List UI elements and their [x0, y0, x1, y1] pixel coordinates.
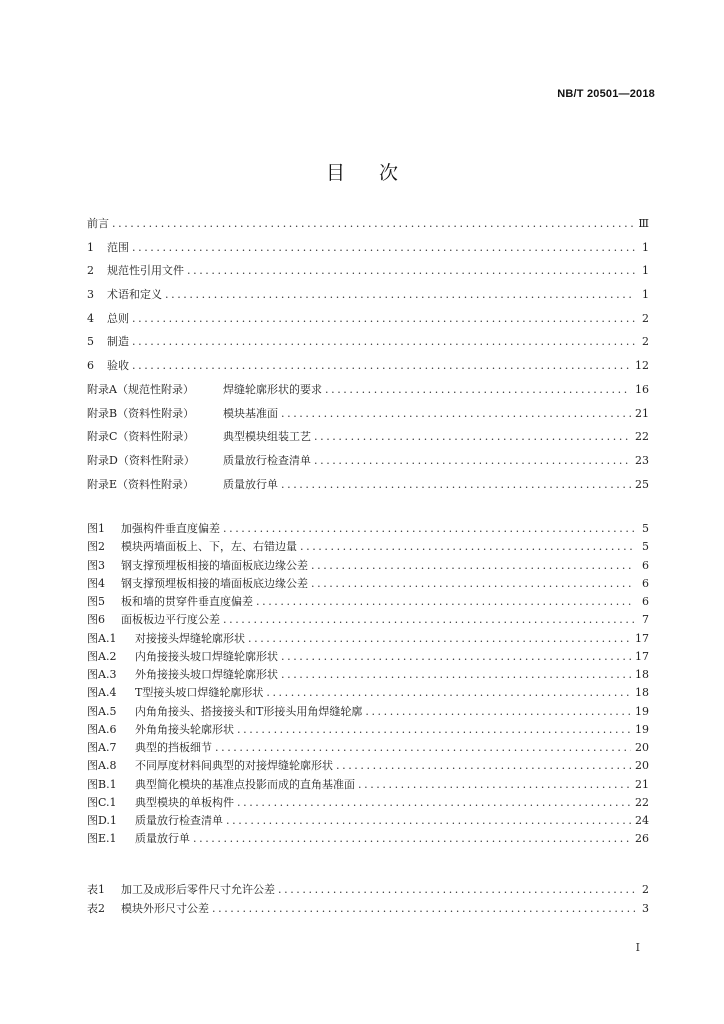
- toc-entry-title: 加工及成形后零件尺寸允许公差: [121, 883, 275, 896]
- toc-leader-dots: [187, 264, 635, 277]
- toc-leader-dots: [281, 478, 631, 491]
- toc-entry-title: 质量放行检查清单: [223, 453, 311, 467]
- toc-entry-page: 16: [635, 382, 649, 396]
- toc-entry[interactable]: [87, 312, 649, 336]
- toc-entry[interactable]: [87, 241, 649, 265]
- toc-entry-label: [87, 814, 226, 827]
- toc-entry-label: [87, 705, 365, 718]
- page-title: 目 次: [325, 162, 413, 184]
- toc-entry-title: 模块两墙面板上、下，左、右错边量: [121, 540, 297, 554]
- toc-entry-label: [87, 577, 311, 590]
- toc-entry-label: [87, 383, 325, 396]
- toc-entry-page: 19: [635, 704, 649, 718]
- toc-leader-dots: [365, 705, 631, 718]
- toc-entry-page: 24: [635, 814, 649, 827]
- toc-entry-page: 1: [642, 240, 649, 254]
- toc-entry[interactable]: [87, 577, 649, 595]
- toc-leader-dots: [132, 335, 635, 348]
- toc-entry-label: [87, 632, 248, 645]
- toc-entry-page: 18: [635, 686, 649, 700]
- toc-leader-dots: [311, 559, 635, 572]
- toc-entry-page: 17: [635, 631, 649, 645]
- toc-figures-section: [87, 522, 649, 851]
- toc-entry-page: 6: [642, 595, 649, 608]
- toc-entry-number: 附录C（资料性附录）: [87, 430, 195, 444]
- toc-entry-number: 图B.1: [87, 777, 117, 791]
- toc-entry[interactable]: [87, 759, 649, 777]
- toc-entry-label: [87, 454, 314, 467]
- toc-leader-dots: [281, 668, 631, 681]
- toc-entry-page: 26: [635, 832, 649, 846]
- toc-entry-page: 1: [642, 288, 649, 302]
- toc-entry-label: [87, 668, 281, 681]
- toc-entry-label: [87, 241, 132, 254]
- toc-leader-dots: [278, 883, 635, 896]
- page-number: I: [635, 941, 640, 954]
- toc-entry-label: [87, 522, 223, 535]
- toc-entry-title: 模块基准面: [223, 406, 278, 420]
- toc-entry-number: 图4: [87, 576, 105, 590]
- toc-entry[interactable]: [87, 902, 649, 921]
- toc-entry[interactable]: [87, 613, 649, 631]
- toc-entry-label: [87, 430, 314, 443]
- standard-number: NB/T 20501—2018: [557, 88, 655, 100]
- toc-entry-title: 内角角接头、搭接接头和T形接头用角焊缝轮廓: [135, 704, 363, 718]
- toc-entry[interactable]: [87, 883, 649, 902]
- toc-entry-title: 典型模块组装工艺: [223, 430, 311, 444]
- toc-entry-number: 4: [87, 311, 94, 325]
- toc-tables-section: [87, 883, 649, 921]
- toc-entry-label: [87, 264, 187, 277]
- toc-entry-page: Ⅲ: [638, 217, 649, 230]
- toc-leader-dots: [325, 383, 631, 396]
- toc-entry[interactable]: [87, 407, 649, 431]
- toc-leader-dots: [281, 650, 631, 663]
- toc-entry-label: [87, 288, 165, 301]
- toc-entry[interactable]: [87, 335, 649, 359]
- toc-entry-label: [87, 595, 256, 608]
- toc-entry-number: 6: [87, 359, 94, 373]
- toc-entry-page: 2: [642, 335, 649, 349]
- toc-leader-dots: [165, 288, 635, 301]
- toc-entry-page: 25: [635, 477, 649, 491]
- toc-entry-title: 焊缝轮廓形状的要求: [223, 382, 322, 396]
- toc-entry-page: 19: [635, 722, 649, 736]
- toc-entry-label: [87, 312, 132, 325]
- toc-entry-number: 图A.2: [87, 649, 117, 663]
- toc-entry-label: [87, 540, 300, 553]
- toc-entry-page: 20: [635, 741, 649, 754]
- toc-entry[interactable]: [87, 478, 649, 502]
- toc-entry-page: 17: [635, 649, 649, 663]
- toc-leader-dots: [358, 778, 631, 791]
- toc-leader-dots: [237, 723, 631, 736]
- toc-entry-page: 18: [635, 668, 649, 681]
- toc-entry-page: 20: [635, 759, 649, 773]
- toc-entry-page: 6: [642, 576, 649, 590]
- toc-entry-page: 21: [635, 777, 649, 791]
- toc-leader-dots: [300, 540, 635, 553]
- toc-leader-dots: [248, 632, 631, 645]
- toc-entry-number: 5: [87, 335, 94, 349]
- toc-entry-label: [87, 335, 132, 348]
- toc-entry-number: 图A.3: [87, 668, 117, 681]
- toc-entry-label: [87, 650, 281, 663]
- toc-entry-number: 1: [87, 240, 94, 254]
- toc-entry-number: 图A.7: [87, 741, 117, 754]
- toc-entry-label: [87, 902, 212, 915]
- toc-entry-number: 图C.1: [87, 795, 117, 809]
- toc-entry-label: [87, 559, 311, 572]
- toc-entry[interactable]: [87, 430, 649, 454]
- toc-entry[interactable]: [87, 540, 649, 558]
- toc-leader-dots: [212, 902, 635, 915]
- toc-entry-number: 表2: [87, 902, 105, 915]
- toc-entry-title: 制造: [107, 335, 129, 349]
- toc-entry[interactable]: [87, 383, 649, 407]
- toc-entry-label: [87, 359, 132, 372]
- toc-entry-title: 质量放行检查清单: [135, 814, 223, 827]
- toc-entry-label: [87, 759, 336, 772]
- toc-entry-title: 质量放行单: [135, 832, 190, 846]
- toc-leader-dots: [112, 217, 634, 230]
- toc-entry-title: 钢支撑预埋板相接的墙面板底边缘公差: [121, 576, 308, 590]
- toc-entry-label: [87, 778, 358, 791]
- toc-entry-page: 1: [642, 264, 649, 278]
- toc-entry-label: [87, 613, 223, 626]
- toc-entry-title: 对接接头焊缝轮廓形状: [135, 631, 245, 645]
- toc-entry-label: [87, 741, 215, 754]
- toc-entry-page: 3: [642, 902, 649, 915]
- toc-entry-title: 外角角接头轮廓形状: [135, 722, 234, 736]
- toc-entry-number: 附录E（资料性附录）: [87, 477, 195, 491]
- toc-entry-number: 图D.1: [87, 814, 117, 827]
- toc-entry-title: 不同厚度材料间典型的对接焊缝轮廓形状: [135, 759, 333, 773]
- toc-entry-title: 外角接接头坡口焊缝轮廓形状: [135, 668, 278, 681]
- toc-entry-title: 加强构件垂直度偏差: [121, 522, 220, 535]
- toc-leader-dots: [314, 430, 631, 443]
- toc-entry-page: 22: [635, 430, 649, 444]
- toc-entry-label: [87, 832, 193, 845]
- toc-entry-number: 图A.1: [87, 631, 117, 645]
- toc-leader-dots: [226, 814, 631, 827]
- toc-entry-page: 5: [642, 522, 649, 535]
- toc-leader-dots: [281, 407, 631, 420]
- toc-leader-dots: [311, 577, 635, 590]
- toc-entry[interactable]: [87, 264, 649, 288]
- toc-entry-number: 图6: [87, 613, 105, 627]
- toc-leader-dots: [215, 741, 631, 754]
- toc-entry[interactable]: [87, 832, 649, 850]
- toc-entry-label: [87, 723, 237, 736]
- toc-entry-number: 附录A（规范性附录）: [87, 382, 194, 396]
- toc-entry-page: 7: [642, 613, 649, 627]
- toc-entry[interactable]: [87, 705, 649, 723]
- toc-entry-label: [87, 686, 266, 699]
- toc-entry-number: 图2: [87, 540, 105, 554]
- toc-entry-number: 图E.1: [87, 832, 117, 846]
- toc-entry[interactable]: [87, 814, 649, 832]
- toc-entry-number: 图A.4: [87, 686, 117, 700]
- toc-leader-dots: [237, 796, 631, 809]
- toc-entry[interactable]: [87, 559, 649, 577]
- toc-entry-label: [87, 796, 237, 809]
- toc-entry-title: 钢支撑预埋板相接的墙面板底边缘公差: [121, 558, 308, 572]
- toc-entry-number: 附录D（资料性附录）: [87, 453, 195, 467]
- toc-entry-page: 12: [635, 359, 649, 373]
- toc-entry[interactable]: [87, 454, 649, 478]
- toc-entry-number: 表1: [87, 883, 105, 896]
- toc-entry[interactable]: [87, 723, 649, 741]
- toc-entry-title: 验收: [107, 359, 129, 373]
- toc-leader-dots: [336, 759, 631, 772]
- toc-leader-dots: [193, 832, 631, 845]
- toc-entry-title: 面板板边平行度公差: [121, 613, 220, 627]
- toc-entry-title: 范围: [107, 240, 129, 254]
- toc-entry-page: 6: [642, 558, 649, 572]
- toc-entry-title: 典型的挡板细节: [135, 741, 212, 754]
- toc-entry-title: 模块外形尺寸公差: [121, 902, 209, 915]
- toc-entry-page: 2: [642, 883, 649, 896]
- toc-entry-page: 5: [642, 540, 649, 554]
- toc-entry[interactable]: [87, 359, 649, 383]
- toc-entry-page: 23: [635, 453, 649, 467]
- toc-entry-label: [87, 217, 112, 230]
- toc-entry-label: [87, 478, 281, 491]
- toc-leader-dots: [256, 595, 635, 608]
- toc-entry-title: 术语和定义: [107, 288, 162, 302]
- toc-entry[interactable]: [87, 778, 649, 796]
- toc-entry-number: 图A.8: [87, 759, 117, 773]
- toc-entry[interactable]: [87, 741, 649, 759]
- toc-leader-dots: [223, 522, 635, 535]
- toc-leader-dots: [132, 241, 635, 254]
- toc-entry-title: 典型简化模块的基准点投影而成的直角基准面: [135, 777, 355, 791]
- toc-entry-label: [87, 407, 281, 420]
- toc-entry-title: 规范性引用文件: [107, 264, 184, 278]
- toc-entry-title: 总则: [107, 311, 129, 325]
- toc-entry[interactable]: [87, 522, 649, 540]
- toc-entry-number: 图A.6: [87, 722, 117, 736]
- toc-entry-title: 前言: [87, 217, 109, 230]
- toc-entry-number: 图A.5: [87, 704, 117, 718]
- toc-entry-page: 2: [642, 311, 649, 325]
- toc-entry-page: 22: [635, 795, 649, 809]
- toc-leader-dots: [314, 454, 631, 467]
- toc-entry-title: 板和墙的贯穿件垂直度偏差: [121, 595, 253, 608]
- toc-entry-page: 21: [635, 406, 649, 420]
- toc-entry-title: 质量放行单: [223, 477, 278, 491]
- toc-entry-title: 内角接接头坡口焊缝轮廓形状: [135, 649, 278, 663]
- toc-leader-dots: [132, 359, 631, 372]
- toc-leader-dots: [223, 613, 635, 626]
- toc-entry[interactable]: [87, 668, 649, 686]
- toc-entry-number: 附录B（资料性附录）: [87, 406, 195, 420]
- toc-entry-number: 图5: [87, 595, 105, 608]
- toc-main-section: [87, 217, 649, 501]
- toc-entry[interactable]: [87, 217, 649, 241]
- toc-entry-title: T型接头坡口焊缝轮廓形状: [135, 686, 264, 700]
- toc-entry-number: 图1: [87, 522, 105, 535]
- toc-leader-dots: [132, 312, 635, 325]
- toc-entry-number: 3: [87, 288, 94, 302]
- toc-entry-title: 典型模块的单板构件: [135, 795, 234, 809]
- toc-leader-dots: [266, 686, 631, 699]
- toc-entry-label: [87, 883, 278, 896]
- toc-entry-number: 图3: [87, 558, 105, 572]
- toc-entry[interactable]: [87, 796, 649, 814]
- toc-entry[interactable]: [87, 595, 649, 613]
- toc-entry[interactable]: [87, 632, 649, 650]
- toc-entry[interactable]: [87, 650, 649, 668]
- toc-entry-number: 2: [87, 264, 94, 278]
- toc-entry[interactable]: [87, 288, 649, 312]
- toc-entry[interactable]: [87, 686, 649, 704]
